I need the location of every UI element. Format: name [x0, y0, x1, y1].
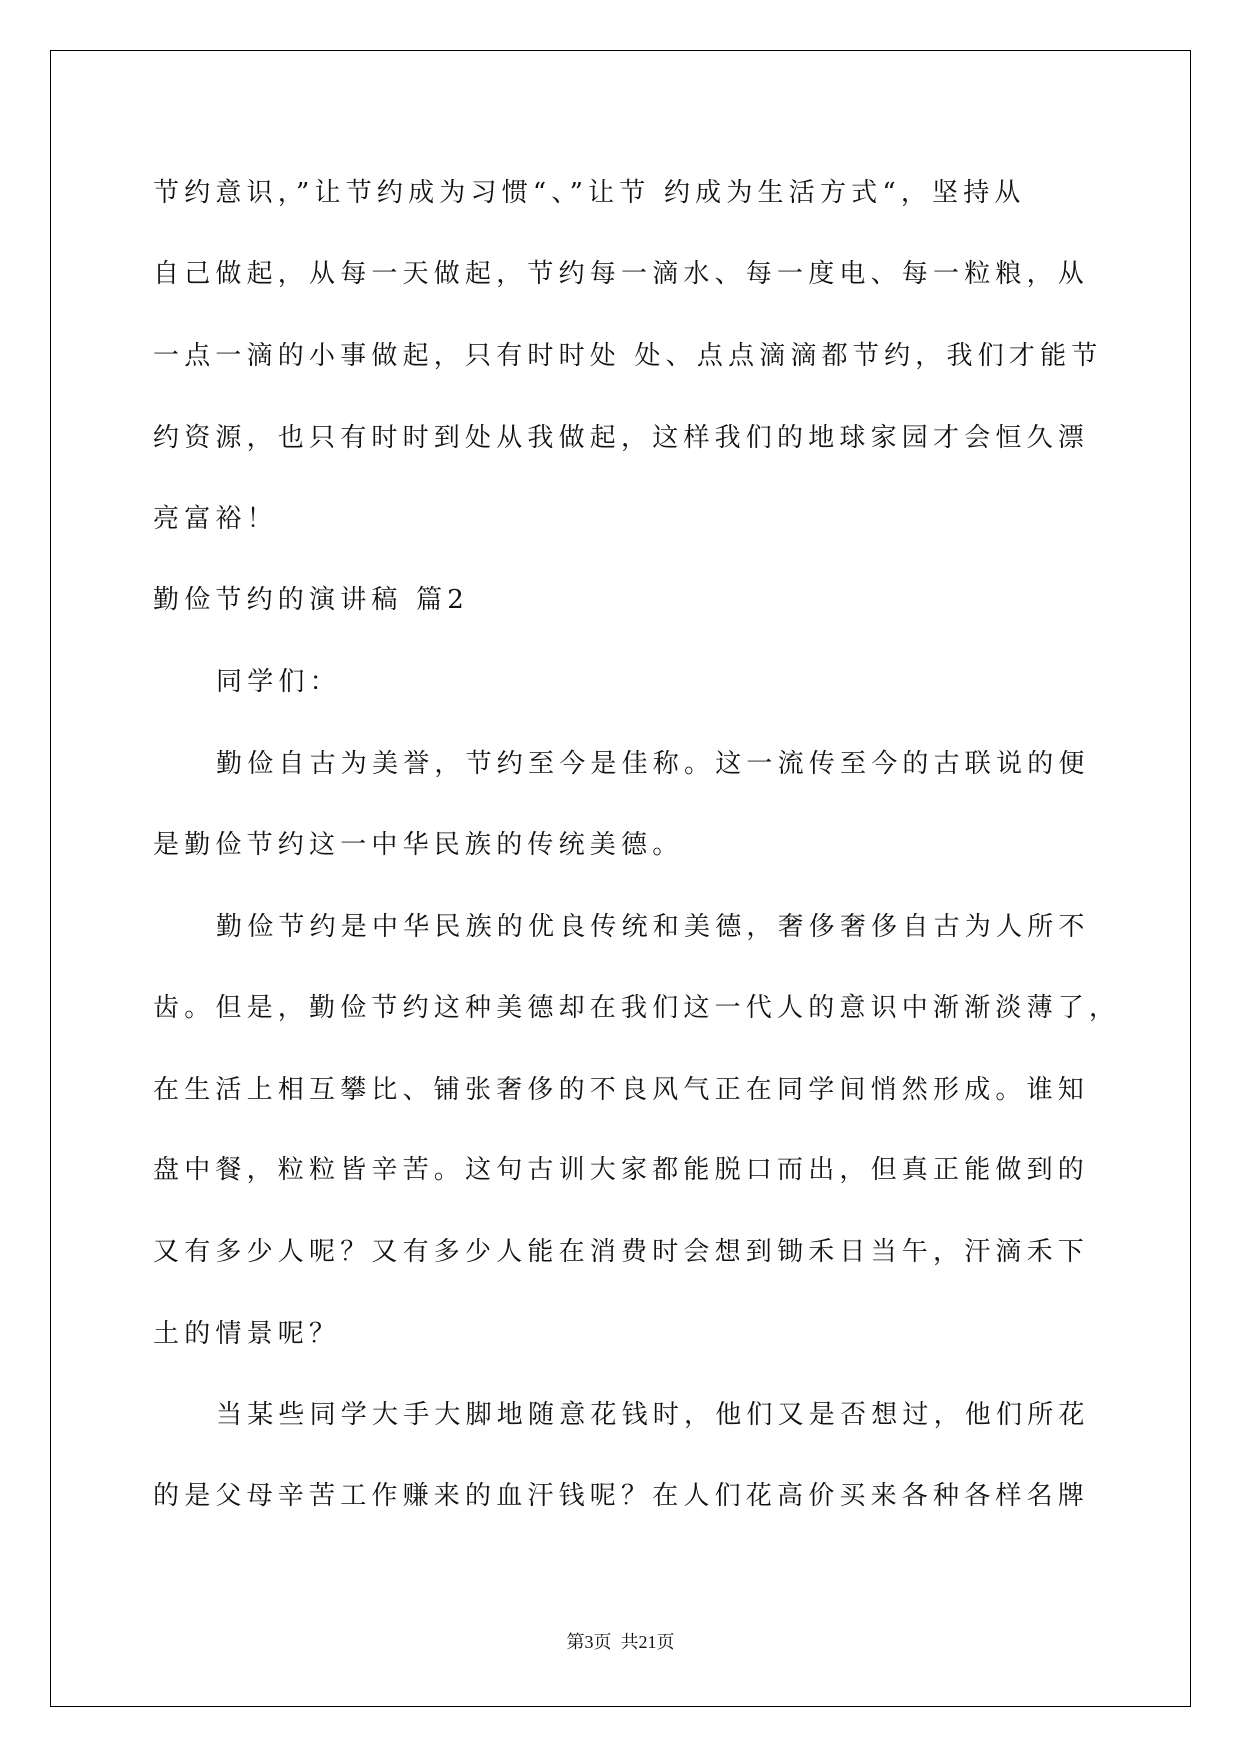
- paragraph-line: 是勤俭节约这一中华民族的传统美德。: [153, 830, 684, 860]
- paragraph-line: 又有多少人呢？又有多少人能在消费时会想到锄禾日当午，汗滴禾下: [153, 1237, 1090, 1267]
- paragraph-line: 约资源，也只有时时到处从我做起，这样我们的地球家园才会恒久漂: [153, 423, 1090, 453]
- paragraph-line: 勤俭自古为美誉，节约至今是佳称。这一流传至今的古联说的便: [216, 749, 1090, 779]
- paragraph-line: 自己做起，从每一天做起，节约每一滴水、每一度电、每一粒粮，从: [153, 259, 1090, 289]
- greeting: 同学们：: [216, 667, 341, 697]
- paragraph-line: 当某些同学大手大脚地随意花钱时，他们又是否想过，他们所花: [216, 1400, 1090, 1430]
- paragraph-line: 盘中餐，粒粒皆辛苦。这句古训大家都能脱口而出，但真正能做到的: [153, 1155, 1090, 1185]
- paragraph-line: 亮富裕！: [153, 504, 278, 534]
- paragraph-line: 一点一滴的小事做起，只有时时处 处、点点滴滴都节约，我们才能节: [153, 341, 1103, 371]
- paragraph-line: 齿。但是，勤俭节约这种美德却在我们这一代人的意识中渐渐淡薄了，: [153, 993, 1121, 1023]
- section-heading: 勤俭节约的演讲稿 篇2: [153, 585, 470, 615]
- page-border: [50, 50, 1191, 1707]
- paragraph-line: 节约意识，”让节约成为习惯“、”让节 约成为生活方式“，坚持从: [153, 178, 1026, 208]
- paragraph-line: 土的情景呢？: [153, 1319, 341, 1349]
- paragraph-line: 勤俭节约是中华民族的优良传统和美德，奢侈奢侈自古为人所不: [216, 912, 1090, 942]
- paragraph-line: 在生活上相互攀比、铺张奢侈的不良风气正在同学间悄然形成。谁知: [153, 1075, 1090, 1105]
- paragraph-line: 的是父母辛苦工作赚来的血汗钱呢？在人们花高价买来各种各样名牌: [153, 1481, 1090, 1511]
- page-footer: 第3页 共21页: [566, 1632, 675, 1652]
